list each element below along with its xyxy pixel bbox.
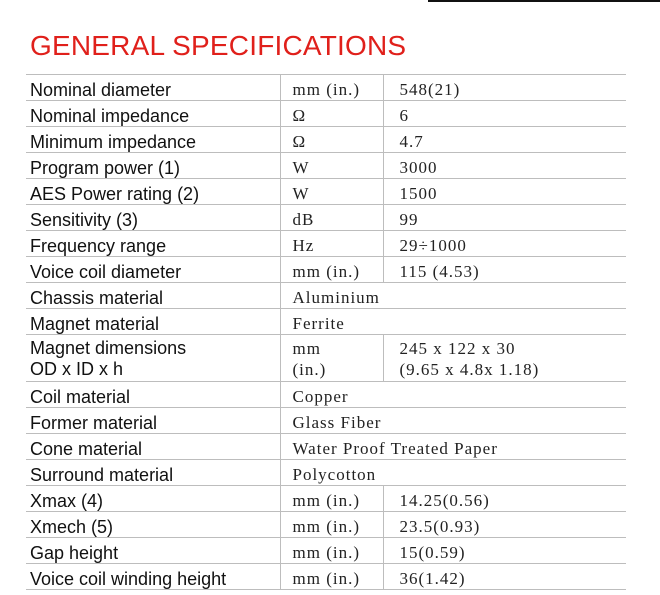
spec-row-nominal-diameter: [26, 75, 626, 101]
spec-label: Xmax (4): [26, 486, 280, 512]
spec-unit: W: [280, 153, 383, 179]
spec-unit: Ω: [280, 101, 383, 127]
spec-label: Magnet material: [26, 309, 280, 335]
spec-value: Copper: [280, 382, 626, 408]
specifications-table: [26, 74, 626, 590]
spec-label: Cone material: [26, 434, 280, 460]
spec-unit: mm (in.): [280, 512, 383, 538]
spec-unit: Hz: [280, 231, 383, 257]
spec-value: Aluminium: [280, 283, 626, 309]
spec-row-aes-power-rating: [26, 179, 626, 205]
spec-value: Water Proof Treated Paper: [280, 434, 626, 460]
spec-value: 6: [383, 101, 626, 127]
spec-label: Nominal impedance: [26, 101, 280, 127]
spec-label: Chassis material: [26, 283, 280, 309]
spec-row-sensitivity: [26, 205, 626, 231]
spec-unit: mm (in.): [280, 564, 383, 590]
spec-row-surround-material: [26, 460, 626, 486]
spec-value: Glass Fiber: [280, 408, 626, 434]
spec-value-line: (9.65 x 4.8x 1.18): [399, 360, 540, 379]
spec-label: [26, 335, 280, 382]
spec-row-minimum-impedance: [26, 127, 626, 153]
spec-value: 115 (4.53): [383, 257, 626, 283]
spec-row-chassis-material: [26, 283, 626, 309]
spec-value: 36(1.42): [383, 564, 626, 590]
spec-row-coil-material: [26, 382, 626, 408]
spec-label: AES Power rating (2): [26, 179, 280, 205]
spec-label: Gap height: [26, 538, 280, 564]
spec-row-xmech: [26, 512, 626, 538]
spec-label: Former material: [26, 408, 280, 434]
spec-value: 29÷1000: [383, 231, 626, 257]
spec-label: Xmech (5): [26, 512, 280, 538]
spec-unit: dB: [280, 205, 383, 231]
spec-row-voice-coil-winding-height: [26, 564, 626, 590]
spec-row-gap-height: [26, 538, 626, 564]
spec-value: 15(0.59): [383, 538, 626, 564]
spec-unit: Ω: [280, 127, 383, 153]
spec-label: Nominal diameter: [26, 75, 280, 101]
spec-label: Surround material: [26, 460, 280, 486]
page-title: GENERAL SPECIFICATIONS: [30, 30, 407, 61]
spec-value: 3000: [383, 153, 626, 179]
spec-unit: mm (in.): [280, 257, 383, 283]
spec-row-former-material: [26, 408, 626, 434]
spec-value: 99: [383, 205, 626, 231]
spec-label: Voice coil diameter: [26, 257, 280, 283]
spec-label: Frequency range: [26, 231, 280, 257]
spec-value: 1500: [383, 179, 626, 205]
spec-row-nominal-impedance: [26, 101, 626, 127]
spec-value-line: 245 x 122 x 30: [399, 339, 516, 358]
spec-unit: mm (in.): [280, 486, 383, 512]
spec-value: 23.5(0.93): [383, 512, 626, 538]
spec-row-xmax: [26, 486, 626, 512]
spec-unit-line: (in.): [292, 360, 327, 379]
spec-row-magnet-dimensions: [26, 335, 626, 382]
spec-label-line: OD x ID x h: [30, 359, 124, 379]
spec-unit: [280, 335, 383, 382]
top-strip: [0, 0, 660, 8]
spec-unit-line: mm: [292, 339, 321, 358]
spec-row-magnet-material: [26, 309, 626, 335]
spec-label: Program power (1): [26, 153, 280, 179]
spec-value: [383, 335, 626, 382]
spec-unit: mm (in.): [280, 75, 383, 101]
spec-value: 14.25(0.56): [383, 486, 626, 512]
spec-value: 548(21): [383, 75, 626, 101]
spec-unit: mm (in.): [280, 538, 383, 564]
spec-row-cone-material: [26, 434, 626, 460]
spec-row-program-power: [26, 153, 626, 179]
top-divider-bar: [428, 0, 660, 2]
spec-label: Coil material: [26, 382, 280, 408]
spec-value: Polycotton: [280, 460, 626, 486]
spec-row-frequency-range: [26, 231, 626, 257]
spec-unit: W: [280, 179, 383, 205]
spec-label: Voice coil winding height: [26, 564, 280, 590]
spec-label: Sensitivity (3): [26, 205, 280, 231]
spec-value: Ferrite: [280, 309, 626, 335]
spec-value: 4.7: [383, 127, 626, 153]
spec-label: Minimum impedance: [26, 127, 280, 153]
spec-label-line: Magnet dimensions: [30, 338, 187, 358]
spec-row-voice-coil-diameter: [26, 257, 626, 283]
